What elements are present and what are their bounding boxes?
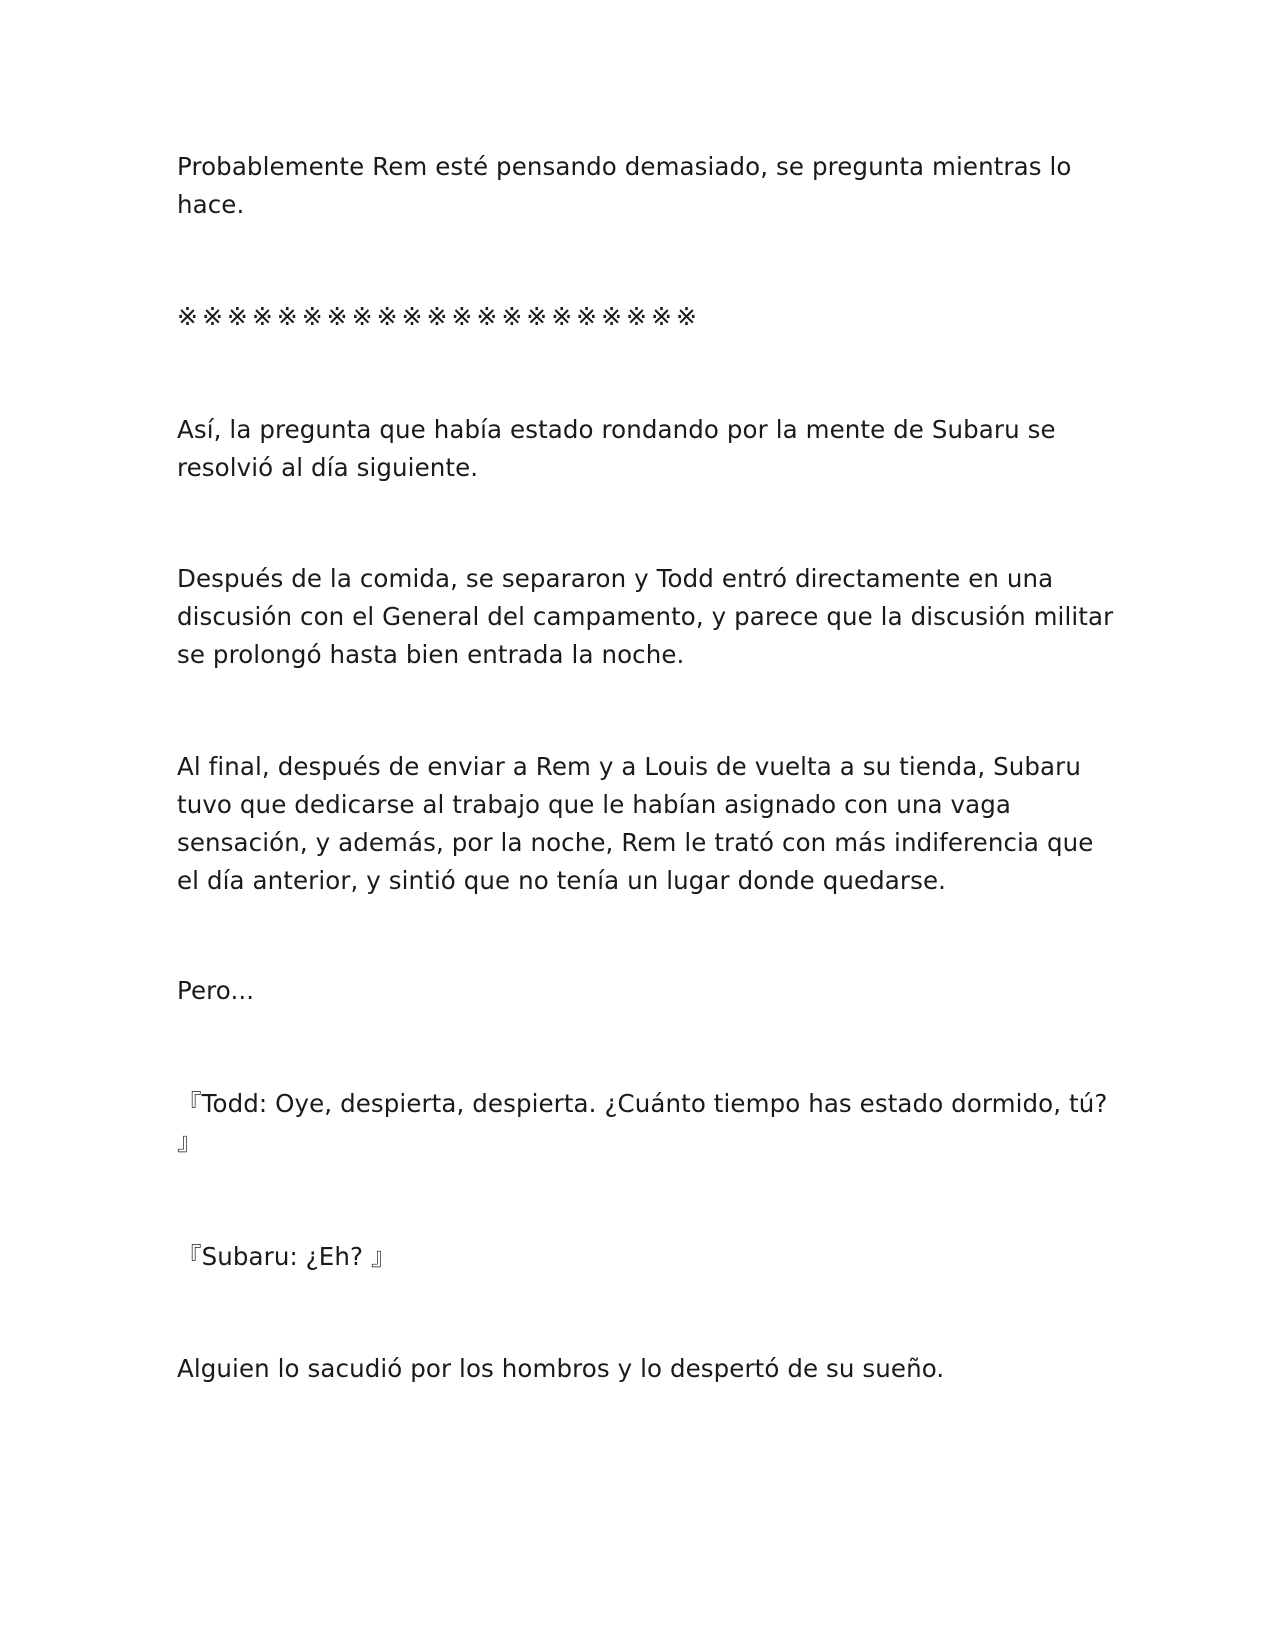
- dialogue-subaru: 『Subaru: ¿Eh? 』: [177, 1242, 396, 1271]
- paragraph-8: Alguien lo sacudió por los hombros y lo despertó de su sueño.: [177, 1354, 945, 1383]
- paragraph-5: Pero...: [177, 976, 255, 1005]
- paragraph-1: Probablemente Rem esté pensando demasiado, se pregunta mientras lo hace.: [177, 152, 1072, 219]
- paragraph-4: Al final, después de enviar a Rem y a Louis de vuelta a su tienda, Subaru tuvo que dedicarse al trabajo que le habían asignado con una vaga sensación, y además, por la noche, Rem le trató con más indiferencia que el día anterior, y sintió que no tenía un lugar donde quedarse.: [177, 752, 1094, 895]
- paragraph-3: Después de la comida, se separaron y Todd entró directamente en una discusión con el General del campamento, y parece que la discusión militar se prolongó hasta bien entrada la noche.: [177, 564, 1114, 669]
- scene-separator: ※※※※※※※※※※※※※※※※※※※※※: [177, 302, 701, 331]
- dialogue-todd: 『Todd: Oye, despierta, despierta. ¿Cuánto tiempo has estado dormido, tú? 』: [177, 1089, 1108, 1156]
- paragraph-2: Así, la pregunta que había estado rondando por la mente de Subaru se resolvió al día siguiente.: [177, 415, 1056, 482]
